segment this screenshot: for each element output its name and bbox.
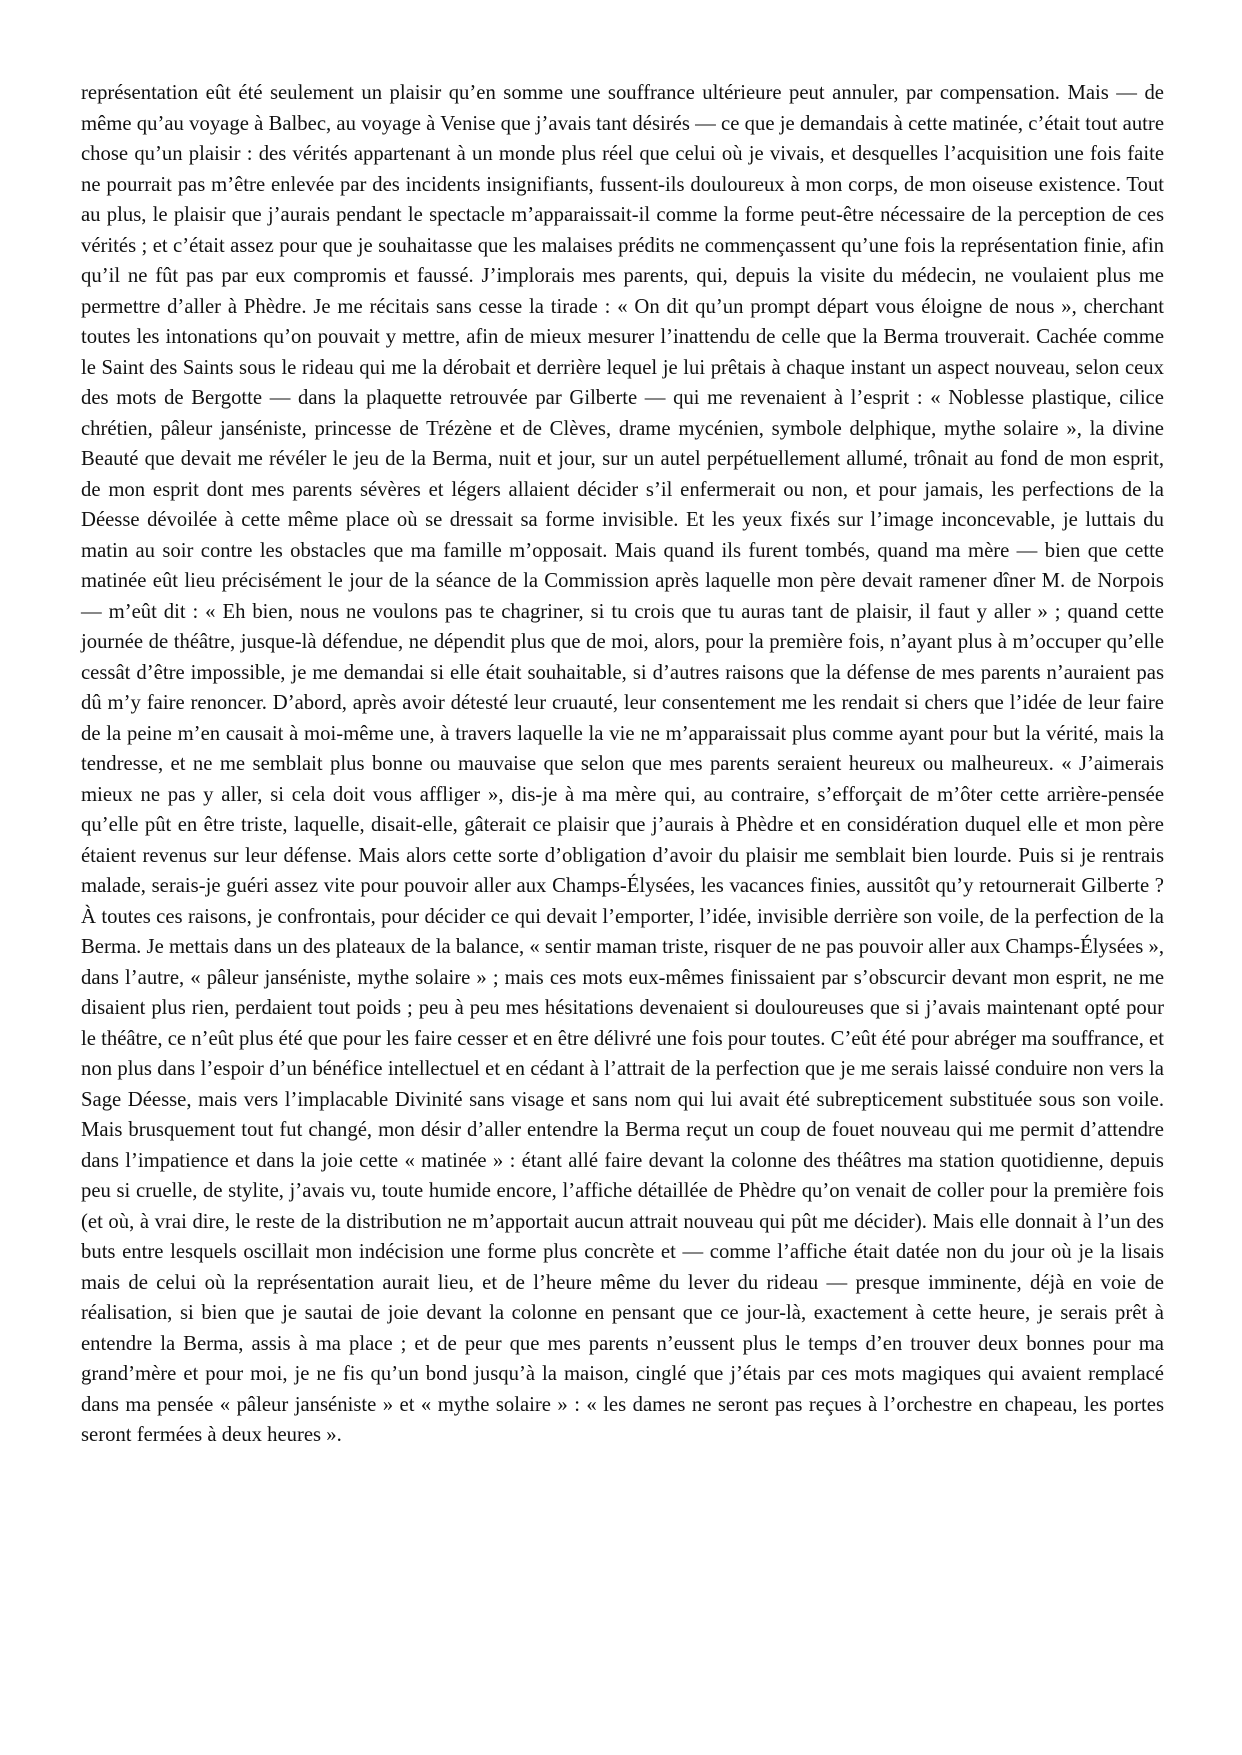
body-paragraph: représentation eût été seulement un plaisir qu’en somme une souffrance ultérieure peut annuler, par compensation. Mais — de même qu’au voyage à Balbec, au voyage à Venise que j’avais tant désirés — ce que je demandais à cette matinée, c’était tout autre chose qu’un plaisir : des vérités appartenant à un monde plus réel que celui où je vivais, et desquelles l’acquisition une fois faite ne pourrait pas m’être enlevée par des incidents insignifiants, fussent-ils douloureux à mon corps, de mon oiseuse existence. Tout au plus, le plaisir que j’aurais pendant le spectacle m’apparaissait-il comme la forme peut-être nécessaire de la perception de ces vérités ; et c’était assez pour que je souhaitasse que les malaises prédits ne commençassent qu’une fois la représentation finie, afin qu’il ne fût pas par eux compromis et faussé. J’implorais mes parents, qui, depuis la visite du médecin, ne voulaient plus me permettre d’aller à Phèdre. Je me récitais sans cesse la tirade : « On dit qu’un prompt départ vous éloigne de nous », cherchant toutes les intonations qu’on pouvait y mettre, afin de mieux mesurer l’inattendu de celle que la Berma trouverait. Cachée comme le Saint des Saints sous le rideau qui me la dérobait et derrière lequel je lui prêtais à chaque instant un aspect nouveau, selon ceux des mots de Bergotte — dans la plaquette retrouvée par Gilberte — qui me revenaient à l’esprit : « Noblesse plastique, cilice chrétien, pâleur janséniste, princesse de Trézène et de Clèves, drame mycénien, symbole delphique, mythe solaire », la divine Beauté que devait me révéler le jeu de la Berma, nuit et jour, sur un autel perpétuellement allumé, trônait au fond de mon esprit, de mon esprit dont mes parents sévères et légers allaient décider s’il enfermerait ou non, et pour jamais, les perfections de la Déesse dévoilée à cette même place où se dressait sa forme invisible. Et les yeux fixés sur l’image inconcevable, je luttais du matin au soir contre les obstacles que ma famille m’opposait. Mais quand ils furent tombés, quand ma mère — bien que cette matinée eût lieu précisément le jour de la séance de la Commission après laquelle mon père devait ramener dîner M. de Norpois — m’eût dit : « Eh bien, nous ne voulons pas te chagriner, si tu crois que tu auras tant de plaisir, il faut y aller » ; quand cette journée de théâtre, jusque-là défendue, ne dépendit plus que de moi, alors, pour la première fois, n’ayant plus à m’occuper qu’elle cessât d’être impossible, je me demandai si elle était souhaitable, si d’autres raisons que la défense de mes parents n’auraient pas dû m’y faire renoncer. D’abord, après avoir détesté leur cruauté, leur consentement me les rendait si chers que l’idée de leur faire de la peine m’en causait à moi-même une, à travers laquelle la vie ne m’apparaissait plus comme ayant pour but la vérité, mais la tendresse, et ne me semblait plus bonne ou mauvaise que selon que mes parents seraient heureux ou malheureux. « J’aimerais mieux ne pas y aller, si cela doit vous affliger », dis-je à ma mère qui, au contraire, s’efforçait de m’ôter cette arrière-pensée qu’elle pût en être triste, laquelle, disait-elle, gâterait ce plaisir que j’aurais à Phèdre et en considération duquel elle et mon père étaient revenus sur leur défense. Mais alors cette sorte d’obligation d’avoir du plaisir me semblait bien lourde. Puis si je rentrais malade, serais-je guéri assez vite pour pouvoir aller aux Champs-Élysées, les vacances finies, aussitôt qu’y retournerait Gilberte ? À toutes ces raisons, je confrontais, pour décider ce qui devait l’emporter, l’idée, invisible derrière son voile, de la perfection de la Berma. Je mettais dans un des plateaux de la balance, « sentir maman triste, risquer de ne pas pouvoir aller aux Champs-Élysées », dans l’autre, « pâleur janséniste, mythe solaire » ; mais ces mots eux-mêmes finissaient par s’obscurcir devant mon esprit, ne me disaient plus rien, perdaient tout poids ; peu à peu mes hésitations devenaient si douloureuses que si j’avais maintenant opté pour le théâtre, ce n’eût plus été que pour les faire cesser et en être délivré une fois pour toutes. C’eût été pour abréger ma souffrance, et non plus dans l’espoir d’un bénéfice intellectuel et en cédant à l’attrait de la perfection que je me serais laissé conduire non vers la Sage Déesse, mais vers l’implacable Divinité sans visage et sans nom qui lui avait été subrepticement substituée sous son voile. Mais brusquement tout fut changé, mon désir d’aller entendre la Berma reçut un coup de fouet nouveau qui me permit d’attendre dans l’impatience et dans la joie cette « matinée » : étant allé faire devant la colonne des théâtres ma station quotidienne, depuis peu si cruelle, de stylite, j’avais vu, toute humide encore, l’affiche détaillée de Phèdre qu’on venait de coller pour la première fois (et où, à vrai dire, le reste de la distribution ne m’apportait aucun attrait nouveau qui pût me décider). Mais elle donnait à l’un des buts entre lesquels oscillait mon indécision une forme plus concrète et — comme l’affiche était datée non du jour où je la lisais mais de celui où la représentation aurait lieu, et de l’heure même du lever du rideau — presque imminente, déjà en voie de réalisation, si bien que je sautai de joie devant la colonne en pensant que ce jour-là, exactement à cette heure, je serais prêt à entendre la Berma, assis à ma place ; et de peur que mes parents n’eussent plus le temps d’en trouver deux bonnes pour ma grand’mère et pour moi, je ne fis qu’un bond jusqu’à la maison, cinglé que j’étais par ces mots magiques qui avaient remplacé dans ma pensée « pâleur janséniste » et « mythe solaire » : « les dames ne seront pas reçues à l’orchestre en chapeau, les portes seront fermées à deux heures ». (81, 82, 1164, 1446)
document-page (81, 78, 1164, 1451)
